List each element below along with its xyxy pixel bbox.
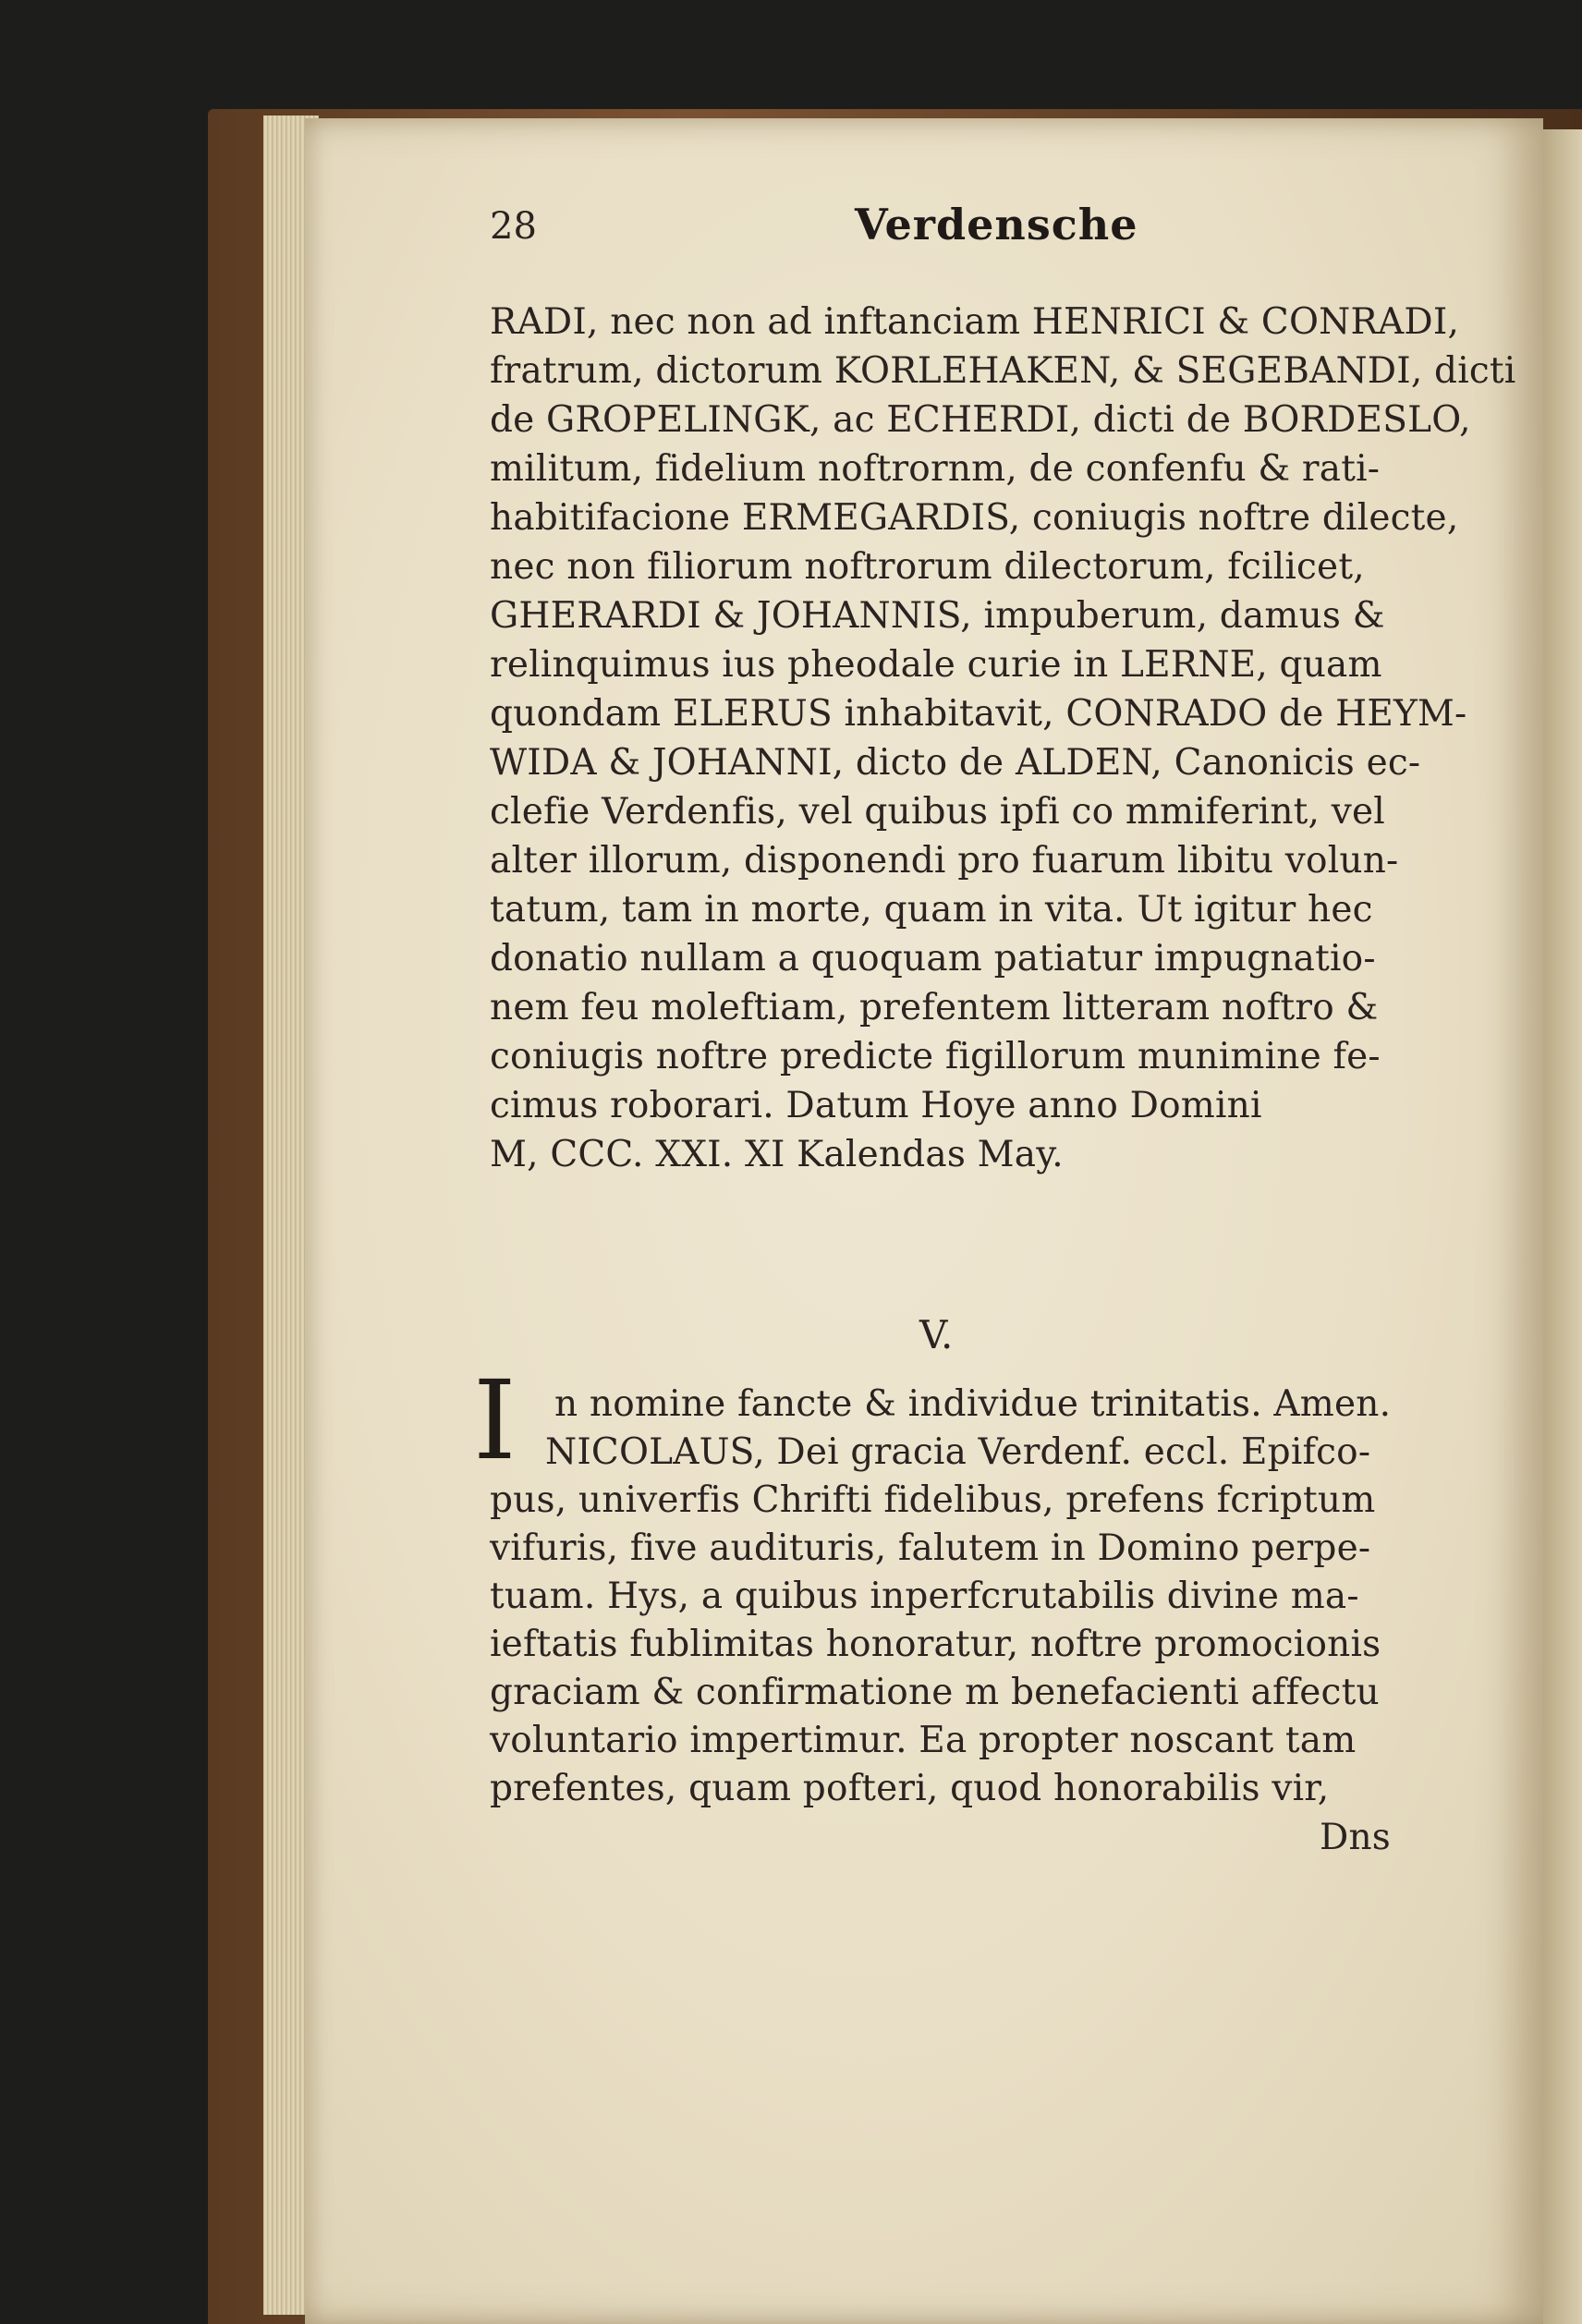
text-line: voluntario impertimur. Ea propter noscant tam: [490, 1720, 1357, 1761]
text-line: tuam. Hys, a quibus inperfcrutabilis divine ma-: [490, 1576, 1359, 1617]
text-line: GHERARDI & JOHANNIS, impuberum, damus &: [490, 595, 1385, 637]
text-line: relinquimus ius pheodale curie in LERNE, quam: [490, 644, 1382, 686]
text-line: fratrum, dictorum KORLEHAKEN, & SEGEBANDI, dicti: [490, 350, 1516, 392]
text-line: n nomine fancte & individue trinitatis. Amen.: [554, 1383, 1392, 1425]
page-number: 28: [490, 205, 537, 248]
text-line: NICOLAUS, Dei gracia Verdenf. eccl. Epifco-: [545, 1431, 1371, 1473]
text-line: donatio nullam a quoquam patiatur impugnatio-: [490, 938, 1376, 979]
next-page-edge: [1543, 129, 1582, 2324]
page-header: [490, 200, 1414, 261]
text-line: prefentes, quam pofteri, quod honorabilis vir,: [490, 1768, 1330, 1809]
text-line: nem feu moleftiam, prefentem litteram noftro &: [490, 987, 1379, 1028]
text-line: clefie Verdenfis, vel quibus ipfi co mmiferint, vel: [490, 791, 1385, 833]
text-line: de GROPELINGK, ac ECHERDI, dicti de BORDESLO,: [490, 399, 1471, 441]
text-line: quondam ELERUS inhabitavit, CONRADO de HEYM-: [490, 693, 1467, 735]
text-line: graciam & confirmatione m benefacienti affectu: [490, 1672, 1380, 1713]
text-line: cimus roborari. Datum Hoye anno Domini: [490, 1085, 1262, 1126]
text-line: militum, fidelium noftrornm, de confenfu & rati-: [490, 448, 1381, 490]
text-line: RADI, nec non ad inftanciam HENRICI & CONRADI,: [490, 301, 1460, 343]
text-line: nec non filiorum noftrorum dilectorum, fcilicet,: [490, 546, 1365, 588]
text-line: habitifacione ERMEGARDIS, coniugis noftre dilecte,: [490, 497, 1459, 539]
text-line: alter illorum, disponendi pro fuarum libitu volun-: [490, 840, 1399, 882]
section-number: V.: [919, 1312, 954, 1357]
text-line: M, CCC. XXI. XI Kalendas May.: [490, 1134, 1064, 1175]
text-line: vifuris, five audituris, falutem in Domino perpe-: [490, 1527, 1371, 1569]
text-line: ieftatis fublimitas honoratur, noftre promocionis: [490, 1624, 1381, 1665]
text-line: tatum, tam in morte, quam in vita. Ut igitur hec: [490, 889, 1373, 931]
drop-cap: I: [473, 1357, 517, 1484]
text-line: WIDA & JOHANNI, dicto de ALDEN, Canonicis ec-: [490, 742, 1421, 784]
text-line: coniugis noftre predicte figillorum munimine fe-: [490, 1036, 1381, 1077]
text-line: pus, univerfis Chrifti fidelibus, prefens fcriptum: [490, 1479, 1376, 1521]
catchword: Dns: [1320, 1817, 1392, 1858]
running-head: Verdensche: [855, 200, 1138, 249]
